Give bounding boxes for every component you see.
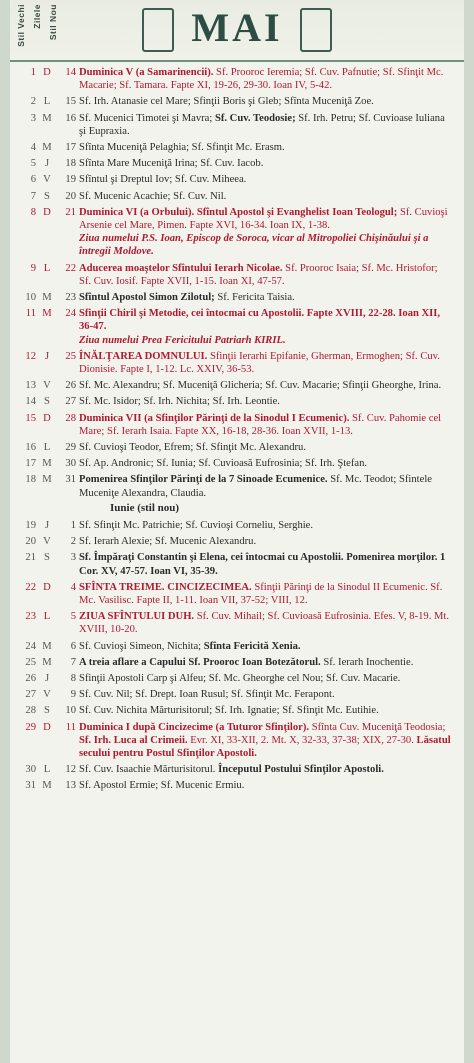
feast-description: [79, 721, 464, 761]
weekday-letter: M: [42, 780, 52, 792]
feast-text: Pomenirea Sfinţilor Părinţi de la 7 Sinoade Ecumenice.: [79, 474, 328, 486]
calendar-row: [10, 656, 464, 669]
feast-description: [79, 334, 464, 347]
new-style-day: 5: [70, 611, 76, 623]
calendar-row: [10, 779, 464, 792]
feast-text: Evr. XI, 33-XII, 2. Mt. X, 32-33, 37-38; XIX, 27-30.: [187, 734, 417, 746]
feast-text: Duminica VII (a Sfinţilor Părinţi de la Sinodul I Ecumenic).: [79, 412, 353, 424]
new-style-day: 7: [70, 656, 76, 668]
calendar-row: [10, 232, 464, 258]
calendar-row: [10, 350, 464, 376]
feast-text: Sfinţii Chiril şi Metodie, cei întocmai cu Apostolii. Fapte XVIII, 22-28. Ioan XII, 36-47.: [79, 308, 441, 333]
feast-description: [79, 763, 464, 776]
calendar-row: [10, 610, 464, 636]
old-style-day: 17: [25, 458, 36, 470]
calendar-row: [10, 395, 464, 408]
new-style-day: 16: [65, 112, 76, 124]
feast-text: Sfinţii Părinţi de la Sinodul II Ecumenic. Sf. Mc. Vasilisc. Fapte II, 1-11. Ioan VII, 37-52; VIII, 12.: [79, 581, 443, 606]
section-subheading: Iunie (stil nou): [110, 501, 180, 514]
calendar-row: [10, 412, 464, 438]
feast-text: Sf. Irh. Petru; Sf. Cuvioase Iuliana şi Eupraxia.: [79, 112, 445, 137]
weekday-letter: V: [43, 689, 51, 701]
feast-description: [79, 473, 464, 499]
feast-description: [79, 656, 464, 669]
feast-text: Sfînta Fericită Xenia.: [203, 640, 301, 652]
column-header-new-style: Stil Nou: [48, 4, 58, 41]
feast-text: Sfîntul şi Dreptul Iov; Sf. Cuv. Miheea.: [79, 174, 247, 186]
feast-text: A treia aflare a Capului Sf. Prooroc Ioan Botezătorul.: [79, 656, 321, 668]
weekday-letter: [40, 232, 54, 258]
feast-description: [79, 704, 464, 717]
weekday-letter: M: [42, 308, 52, 320]
feast-text: SFÎNTA TREIME. CINCIZECIMEA.: [79, 581, 255, 593]
new-style-day: 1: [70, 519, 76, 531]
feast-text: Sf. Prooroc Isaia; Sf. Mc. Hristofor; Sf. Cuv. Iosif. Fapte XVII, 1-15. Ioan XI, 47-57.: [79, 262, 438, 287]
feast-text: Sf. Mc. Isidor; Sf. Irh. Nichita; Sf. Irh. Leontie.: [79, 396, 280, 408]
old-style-day: 1: [30, 67, 36, 78]
new-style-day: [54, 232, 79, 258]
column-header-days: Zilele: [32, 4, 42, 29]
old-style-day: 11: [25, 308, 36, 320]
weekday-letter: V: [43, 174, 51, 186]
feast-description: [79, 779, 464, 792]
feast-text: Sf. Ierarh Inochentie.: [320, 656, 414, 668]
new-style-day: 31: [65, 474, 76, 486]
new-style-day: 29: [65, 442, 76, 454]
new-style-day: 23: [65, 292, 76, 304]
feast-text: Sf. Cuv. Teodosie;: [214, 112, 296, 124]
feast-description: [79, 95, 464, 108]
new-style-day: 13: [65, 780, 76, 792]
feast-text: ÎNĂLŢAREA DOMNULUI.: [79, 350, 210, 362]
new-style-day: 14: [65, 67, 76, 78]
feast-text: Sf. Mc. Alexandru; Sf. Muceniţă Glicheria; Sf. Cuv. Macarie; Sfinţii Gheorghe, Irina.: [79, 380, 442, 392]
old-style-day: 20: [25, 536, 36, 548]
feast-text: Sf. Împăraţi Constantin şi Elena, cei întocmai cu Apostolii. Pomenirea morţilor. 1 Cor. XV, 47-57. Ioan VI, 35-39.: [79, 552, 446, 577]
calendar-row: [10, 95, 464, 108]
old-style-day: [10, 334, 40, 347]
weekday-letter: J: [44, 672, 50, 684]
feast-description: [79, 350, 464, 376]
feast-text: Sfînta Muceniţă Pelaghia; Sf. Sfinţit Mc. Erasm.: [79, 142, 285, 154]
feast-description: [79, 141, 464, 154]
feast-description: [79, 395, 464, 408]
old-style-day: 23: [25, 611, 36, 623]
new-style-day: 4: [70, 581, 76, 593]
calendar-row: [10, 262, 464, 288]
old-style-day: 19: [25, 519, 36, 531]
weekday-letter: D: [43, 206, 51, 218]
old-style-day: 3: [30, 112, 36, 124]
new-style-day: 19: [65, 174, 76, 186]
new-style-day: 12: [65, 764, 76, 776]
calendar-row: [10, 704, 464, 717]
calendar-row: [10, 721, 464, 761]
feast-text: Sf. Cuv. Nichita Mărturisitorul; Sf. Irh. Ignatie; Sf. Sfinţit Mc. Eutihie.: [79, 705, 379, 717]
feast-text: Sf. Apostol Ermie; Sf. Mucenic Ermiu.: [79, 780, 245, 792]
calendar-row: [10, 112, 464, 138]
old-style-day: 15: [25, 412, 36, 424]
feast-text: Duminica I după Cincizecime (a Tuturor Sfinţilor).: [79, 721, 312, 733]
feast-text: Sf. Cuv. Isaachie Mărturisitorul.: [79, 764, 219, 776]
feast-text: Sf. Sfinţit Mc. Patrichie; Sf. Cuvioşi Corneliu, Serghie.: [79, 519, 314, 531]
feast-text: Sf. Mc. Teodot; Sfintele Muceniţe Alexandra, Claudia.: [79, 474, 432, 499]
new-style-day: 11: [65, 721, 76, 733]
feast-text: Sf. Cuv. Pahomie cel Mare; Sf. Ierarh Isaia. Fapte XX, 16-18, 28-36. Ioan XVII, 1-13.: [79, 412, 442, 437]
weekday-letter: L: [43, 96, 51, 108]
feast-description: [79, 173, 464, 186]
feast-text: Sfînta Cuv. Muceniţă Teodosia;: [311, 721, 446, 733]
weekday-letter: S: [44, 190, 50, 202]
weekday-letter: D: [43, 721, 51, 733]
feast-description: [79, 206, 464, 232]
feast-description: [79, 551, 464, 577]
weekday-letter: M: [42, 292, 52, 304]
feast-description: [79, 535, 464, 548]
weekday-letter: D: [43, 581, 51, 593]
calendar-row: [10, 334, 464, 347]
old-style-day: 2: [30, 96, 36, 108]
feast-description: [79, 307, 464, 333]
weekday-letter: D: [43, 67, 51, 78]
calendar-rows: [10, 66, 464, 793]
feast-text: Duminica VI (a Orbului). Sfîntul Apostol şi Evanghelist Ioan Teologul;: [79, 206, 400, 218]
new-style-day: 30: [65, 458, 76, 470]
old-style-day: 21: [25, 552, 36, 564]
new-style-day: 8: [70, 672, 76, 684]
feast-description: [79, 232, 464, 258]
new-style-day: 6: [70, 640, 76, 652]
feast-description: [79, 157, 464, 170]
weekday-letter: M: [42, 640, 52, 652]
feast-text: Duminica V (a Samarinencii).: [79, 67, 217, 78]
column-header-old-style: Stil Vechi: [16, 4, 26, 47]
weekday-letter: S: [44, 396, 50, 408]
weekday-letter: S: [44, 552, 50, 564]
old-style-day: 16: [25, 442, 36, 454]
calendar-row: [10, 441, 464, 454]
feast-description: [79, 291, 464, 304]
feast-text: Sf. Mucenici Timotei şi Mavra;: [79, 112, 215, 124]
calendar-row: [10, 379, 464, 392]
weekday-letter: L: [43, 442, 51, 454]
new-style-day: 10: [65, 705, 76, 717]
feast-text: Sf. Cuvioşi Arsenie cel Mare, Pimen. Fapte XVI, 16-34. Ioan IX, 1-38.: [79, 206, 448, 232]
feast-text: Sfîntul Apostol Simon Zilotul;: [79, 292, 215, 304]
old-style-day: 22: [25, 581, 36, 593]
weekday-letter: J: [44, 158, 50, 170]
new-style-day: 3: [70, 552, 76, 564]
feast-text: Ziua numelui P.S. Ioan, Episcop de Soroca, vicar al Mitropoliei Chişinăului şi a întregii Moldove.: [79, 233, 429, 258]
old-style-day: 12: [25, 350, 36, 362]
feast-description: [79, 190, 464, 203]
calendar-row: [10, 307, 464, 333]
weekday-letter: M: [42, 656, 52, 668]
weekday-letter: V: [43, 380, 51, 392]
feast-description: [79, 441, 464, 454]
new-style-day: 21: [65, 206, 76, 218]
calendar-row: [10, 206, 464, 232]
calendar-row: [10, 581, 464, 607]
new-style-day: 17: [65, 142, 76, 154]
feast-text: Sf. Irh. Luca al Crimeii.: [79, 734, 188, 746]
new-style-day: 22: [65, 262, 76, 274]
weekday-letter: M: [42, 112, 52, 124]
feast-text: Sf. Mucenic Acachie; Sf. Cuv. Nil.: [79, 190, 227, 202]
weekday-letter: M: [42, 142, 52, 154]
feast-description: [79, 112, 464, 138]
new-style-day: 28: [65, 412, 76, 424]
old-style-day: 4: [30, 142, 36, 154]
calendar-row: [10, 640, 464, 653]
calendar-row: [10, 519, 464, 532]
old-style-day: 24: [25, 640, 36, 652]
weekday-letter: S: [44, 705, 50, 717]
feast-description: [79, 610, 464, 636]
new-style-day: 2: [70, 536, 76, 548]
old-style-day: 8: [30, 206, 36, 218]
calendar-row: [10, 457, 464, 470]
weekday-letter: V: [43, 536, 51, 548]
feast-text: Sfînta Mare Muceniţă Irina; Sf. Cuv. Iacob.: [79, 158, 264, 170]
weekday-letter: M: [42, 474, 52, 486]
old-style-day: 27: [25, 689, 36, 701]
new-style-day: 24: [65, 308, 76, 320]
feast-text: Aducerea moaştelor Sfîntului Ierarh Nicolae.: [79, 262, 286, 274]
feast-text: Sf. Ap. Andronic; Sf. Iunia; Sf. Cuvioasă Eufrosinia; Sf. Irh. Ştefan.: [79, 458, 368, 470]
old-style-day: 7: [30, 190, 36, 202]
feast-description: [79, 688, 464, 701]
old-style-day: 9: [30, 262, 36, 274]
old-style-day: 5: [30, 158, 36, 170]
feast-description: [79, 672, 464, 685]
old-style-day: [10, 232, 40, 258]
calendar-row: [10, 190, 464, 203]
calendar-row: [10, 473, 464, 499]
old-style-day: 13: [25, 380, 36, 392]
old-style-day: 10: [25, 292, 36, 304]
new-style-day: 27: [65, 396, 76, 408]
calendar-row: [10, 551, 464, 577]
weekday-letter: [40, 334, 54, 347]
calendar-header: [10, 0, 464, 62]
weekday-letter: J: [44, 519, 50, 531]
calendar-row: [10, 688, 464, 701]
calendar-row: [10, 141, 464, 154]
old-style-day: 28: [25, 705, 36, 717]
feast-text: Sf. Prooroc Ieremia; Sf. Cuv. Pafnutie; Sf. Sfinţit Mc. Macarie; Sf. Tamara. Fapte XI, 19-26, 29-30. Ioan IV, 5-42.: [79, 67, 444, 92]
calendar-row: [10, 157, 464, 170]
weekday-letter: L: [43, 262, 51, 274]
weekday-letter: L: [43, 764, 51, 776]
feast-text: Sfinţii Apostoli Carp şi Alfeu; Sf. Mc. Gheorghe cel Nou; Sf. Cuv. Macarie.: [79, 672, 401, 684]
feast-text: Sf. Cuv. Nil; Sf. Drept. Ioan Rusul; Sf. Sfinţit Mc. Ferapont.: [79, 689, 335, 701]
feast-description: [79, 412, 464, 438]
old-style-day: 25: [25, 656, 36, 668]
feast-text: Sf. Fericita Taisia.: [214, 292, 295, 304]
feast-description: [79, 379, 464, 392]
feast-description: [79, 519, 464, 532]
new-style-day: [54, 334, 79, 347]
feast-text: Sf. Cuv. Mihail; Sf. Cuvioasă Eufrosinia. Efes. V, 8-19. Mt. XVIII, 10-20.: [79, 611, 450, 636]
old-style-day: 31: [25, 780, 36, 792]
feast-text: Ziua numelui Prea Fericitului Patriarh KIRIL.: [79, 334, 286, 346]
old-style-day: 6: [30, 174, 36, 186]
feast-text: Sf. Cuvioşi Simeon, Nichita;: [79, 640, 204, 652]
new-style-day: 26: [65, 380, 76, 392]
month-title: MAI: [191, 5, 283, 50]
new-style-day: 20: [65, 190, 76, 202]
weekday-letter: M: [42, 458, 52, 470]
calendar-row: [10, 535, 464, 548]
feast-text: Sfinţii Ierarhi Epifanie, Gherman, Ermoghen; Sf. Cuv. Dionisie. Fapte I, 1-12. Lc. XXIV, 36-53.: [79, 350, 440, 376]
old-style-day: 29: [25, 721, 36, 733]
new-style-day: 9: [70, 689, 76, 701]
old-style-day: 18: [25, 474, 36, 486]
feast-description: [79, 640, 464, 653]
calendar-row: [10, 672, 464, 685]
old-style-day: 30: [25, 764, 36, 776]
feast-description: [79, 581, 464, 607]
calendar-row: [10, 173, 464, 186]
weekday-letter: D: [43, 412, 51, 424]
new-style-day: 18: [65, 158, 76, 170]
feast-text: Sf. Irh. Atanasie cel Mare; Sfinţii Boris şi Gleb; Sfînta Muceniţă Zoe.: [79, 96, 374, 108]
feast-text: Sf. Ierarh Alexie; Sf. Mucenic Alexandru.: [79, 536, 257, 548]
feast-description: [79, 66, 464, 92]
calendar-row: [10, 66, 464, 92]
calendar-row: [10, 763, 464, 776]
feast-text: Începutul Postului Sfinţilor Apostoli.: [218, 764, 384, 776]
new-style-day: 15: [65, 96, 76, 108]
new-style-day: 25: [65, 350, 76, 362]
feast-description: [79, 457, 464, 470]
weekday-letter: L: [43, 611, 51, 623]
old-style-day: 26: [25, 672, 36, 684]
feast-text: Sf. Cuvioşi Teodor, Efrem; Sf. Sfinţit Mc. Alexandru.: [79, 442, 306, 454]
weekday-letter: J: [44, 350, 50, 362]
feast-description: [79, 262, 464, 288]
feast-text: Lăsatul secului pentru Postul Sfinţilor Apostoli.: [79, 734, 451, 759]
feast-text: ZIUA SFÎNTULUI DUH.: [79, 611, 197, 623]
calendar-row: [10, 291, 464, 304]
old-style-day: 14: [25, 396, 36, 408]
